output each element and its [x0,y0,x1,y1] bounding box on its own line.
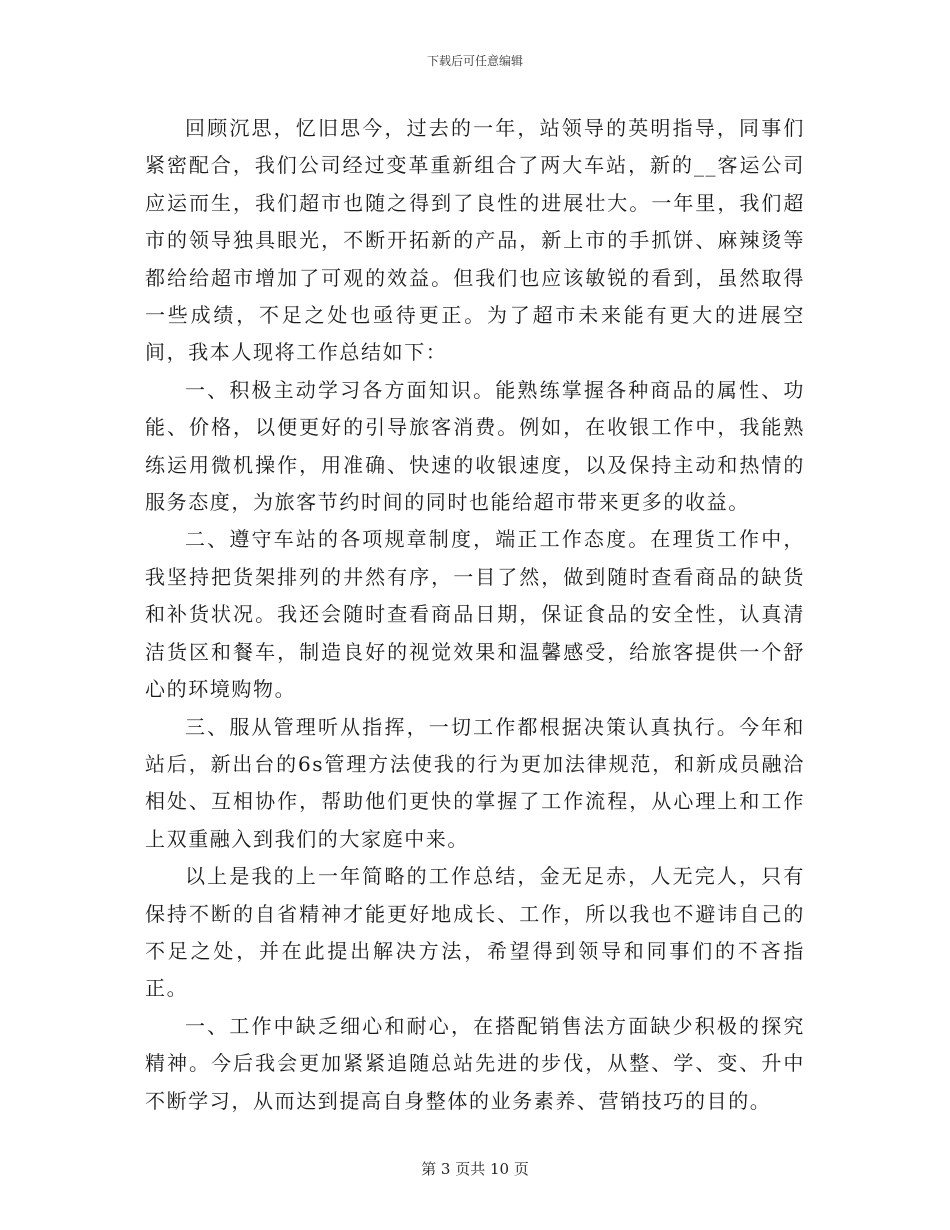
paragraph-intro: 回顾沉思，忆旧思今，过去的一年，站领导的英明指导，同事们紧密配合，我们公司经过变革重新组合了两大车站，新的__客运公司应运而生，我们超市也随之得到了良性的进展壮大。一年里，我们超市的领导独具眼光，不断开拓新的产品，新上市的手抓饼、麻辣烫等都给给超市增加了可观的效益。但我们也应该敏锐的看到，虽然取得一些成绩，不足之处也亟待更正。为了超市未来能有更大的进展空间，我本人现将工作总结如下： [145,116,805,365]
paragraph-item-2: 二、遵守车站的各项规章制度，端正工作态度。在理货工作中，我坚持把货架排列的井然有序，一目了然，做到随时查看商品的缺货和补货状况。我还会随时查看商品日期，保证食品的安全性，认真清洁货区和餐车，制造良好的视觉效果和温馨感受，给旅客提供一个舒心的环境购物。 [145,527,805,702]
page-header: 下载后可任意编辑 [426,54,523,68]
paragraph-item-1: 一、积极主动学习各方面知识。能熟练掌握各种商品的属性、功能、价格，以便更好的引导旅客消费。例如，在收银工作中，我能熟练运用微机操作，用准确、快速的收银速度，以及保持主动和热情的服务态度，为旅客节约时间的同时也能给超市带来更多的收益。 [145,377,805,515]
paragraph-summary: 以上是我的上一年简略的工作总结，金无足赤，人无完人，只有保持不断的自省精神才能更好地成长、工作，所以我也不避讳自己的不足之处，并在此提出解决方法，希望得到领导和同事们的不吝指正。 [145,864,805,1001]
paragraph-shortcoming-1: 一、工作中缺乏细心和耐心，在搭配销售法方面缺少积极的探究精神。今后我会更加紧紧追随总站先进的步伐，从整、学、变、升中不断学习，从而达到提高自身整体的业务素养、营销技巧的目的。 [145,1013,805,1113]
paragraph-item-3: 三、服从管理听从指挥，一切工作都根据决策认真执行。今年和站后，新出台的6s管理方法使我的行为更加法律规范，和新成员融洽相处、互相协作，帮助他们更快的掌握了工作流程，从心理上和工作上双重融入到我们的大家庭中来。 [145,714,805,851]
page-footer: 第 3 页共 10 页 [421,1160,529,1178]
document-body [145,110,805,1120]
